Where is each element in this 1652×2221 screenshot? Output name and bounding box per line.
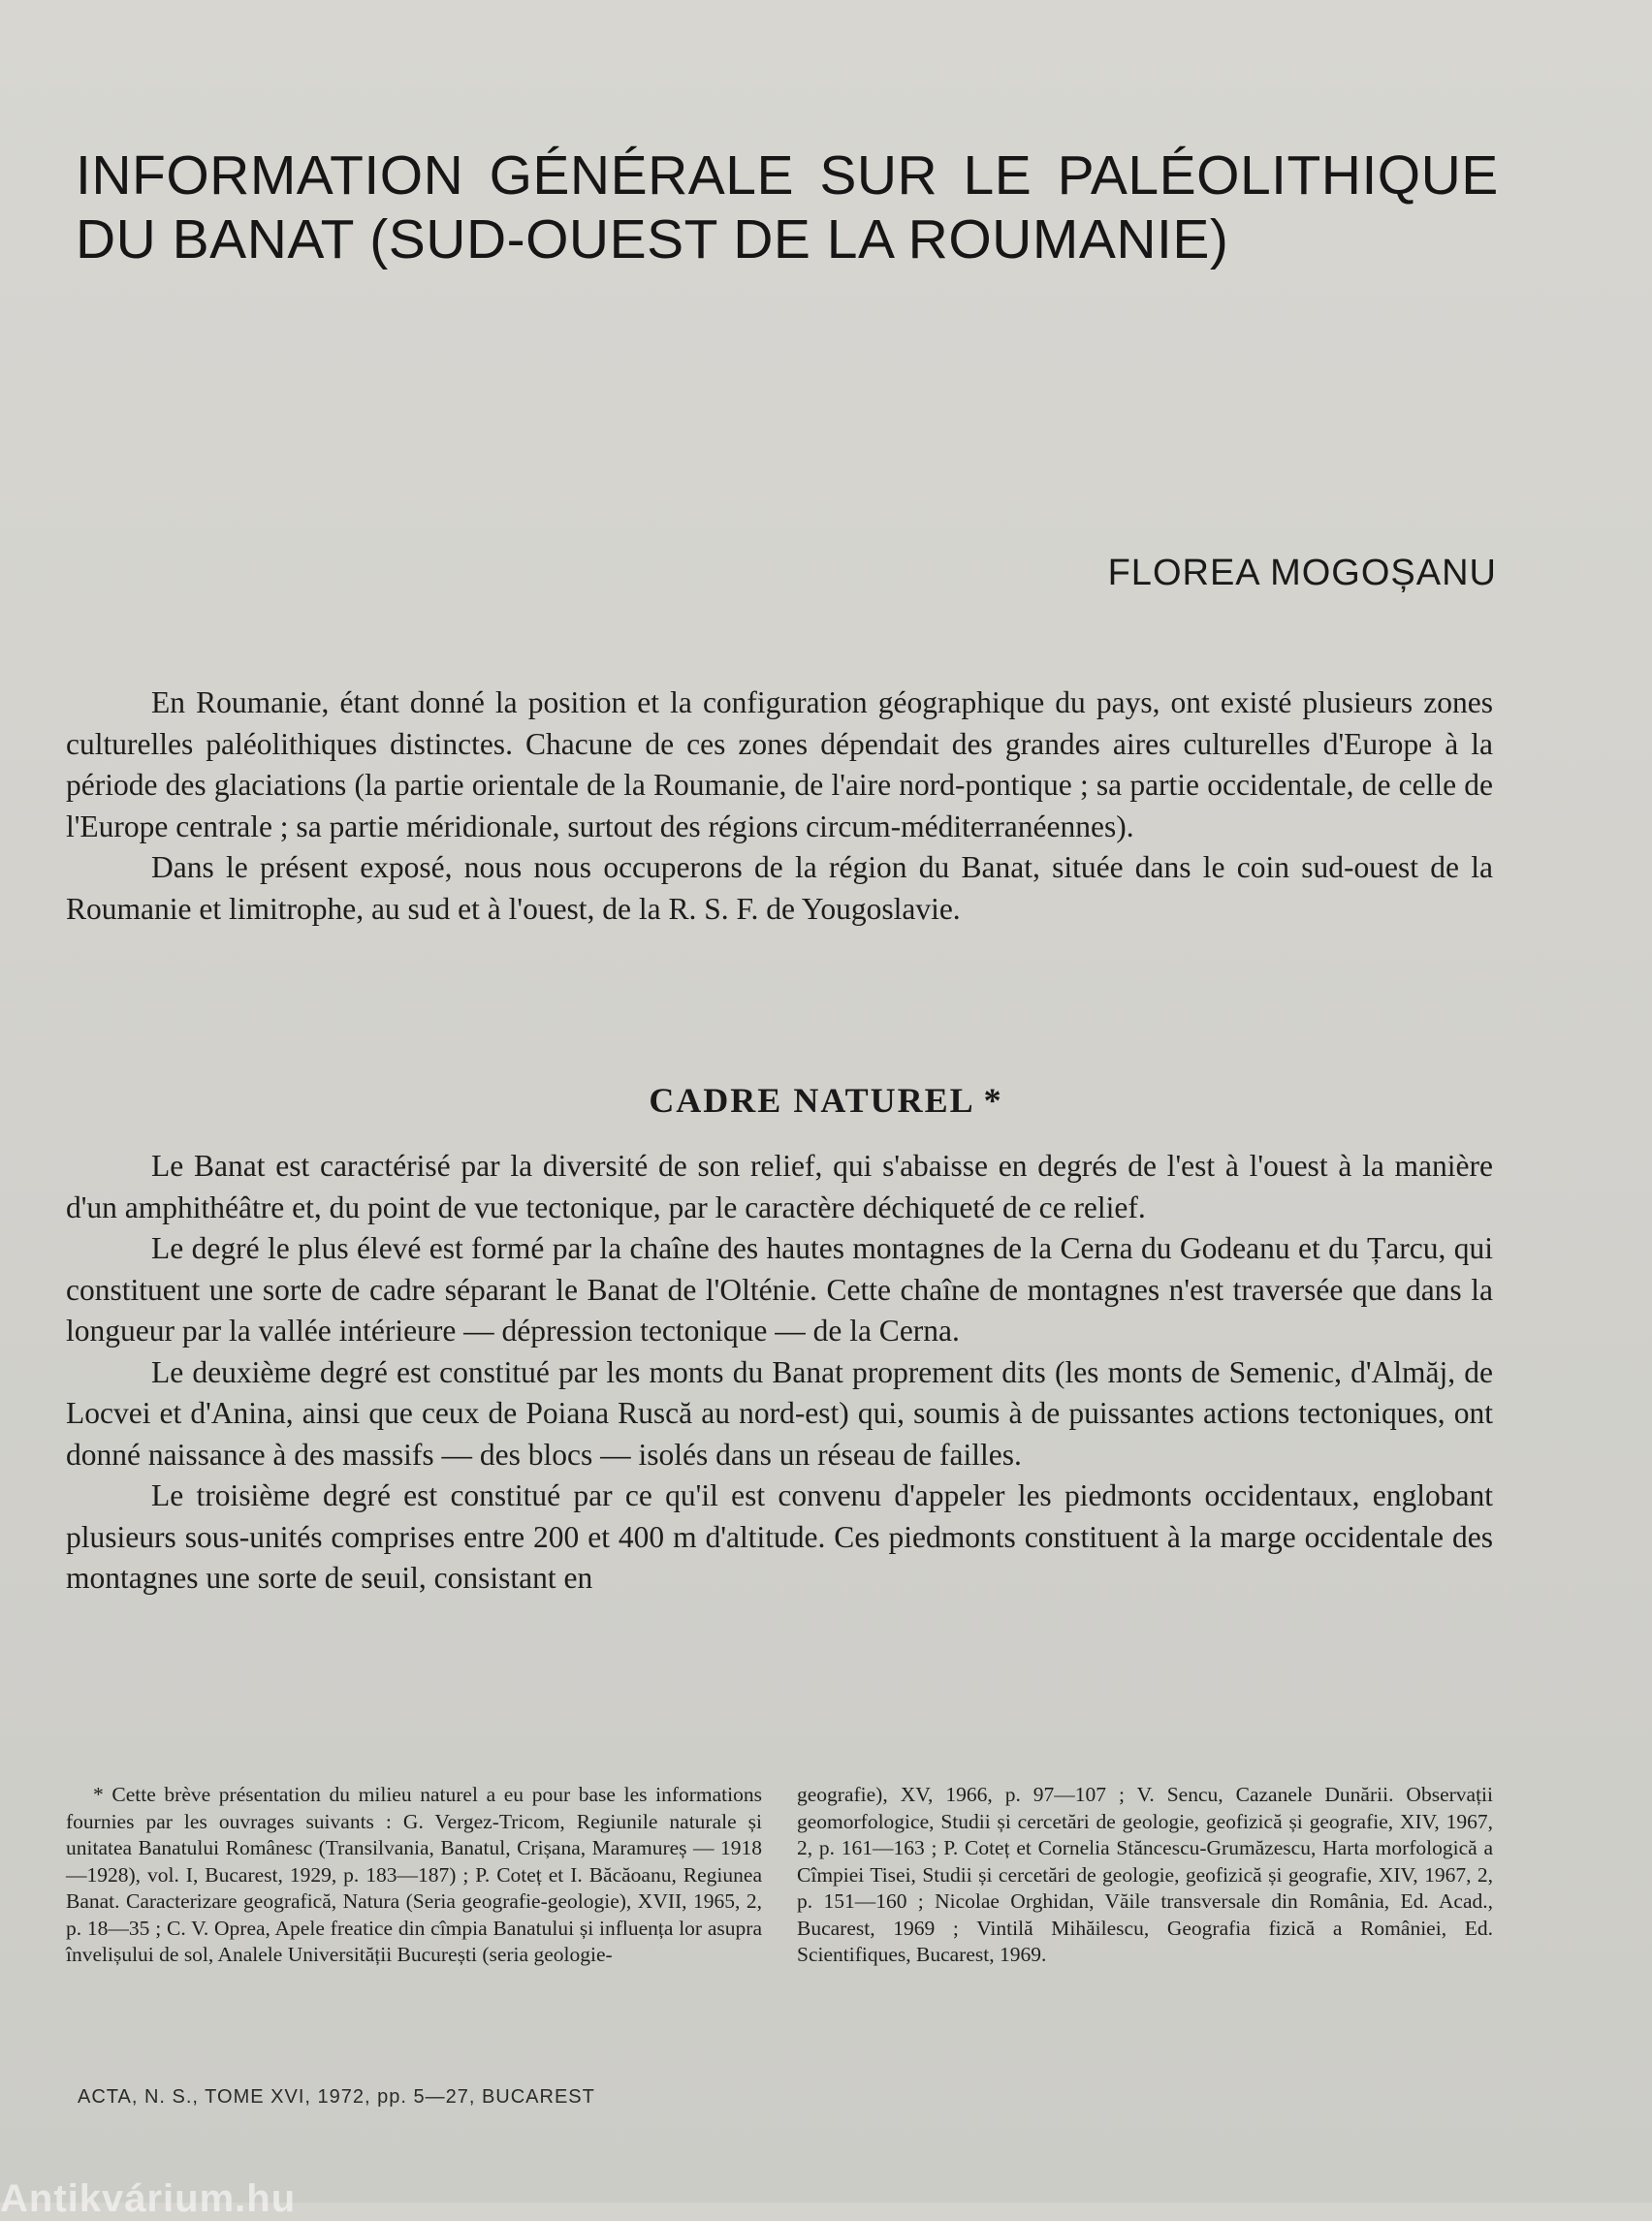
section-paragraph-1: Le Banat est caractérisé par la diversité de son relief, qui s'abaisse en degrés de l'est à l'ouest à la manière d'un amphithéâtre et, du point de vue tectonique, par le caractère déchiqueté de ce relief. [66, 1149, 1493, 1224]
section-body [66, 1146, 1493, 1600]
section-paragraph-3: Le deuxième degré est constitué par les monts du Banat proprement dits (les monts de Semenic, d'Almăj, de Locvei et d'Anina, ainsi que ceux de Poiana Ruscă au nord-est) qui, soumis à de puissantes actions tectoniques, ont donné naissance à des massifs — des blocs — isolés dans un réseau de failles. [66, 1354, 1493, 1472]
title-line-1: INFORMATION GÉNÉRALE SUR LE PALÉOLITHIQUE [76, 144, 1499, 207]
author-name: FLOREA MOGOȘANU [1107, 553, 1497, 593]
section-paragraph-4: Le troisième degré est constitué par ce qu'il est convenu d'appeler les piedmonts occidentaux, englobant plusieurs sous-unités comprises entre 200 et 400 m d'altitude. Ces piedmonts constituent à la marge occidentale des montagnes une sorte de seuil, consistant en [66, 1478, 1493, 1595]
journal-footer: ACTA, N. S., TOME XVI, 1972, pp. 5—27, BUCAREST [78, 2086, 595, 2108]
section-heading: CADRE NATUREL * [649, 1080, 1003, 1120]
section-paragraph-2: Le degré le plus élevé est formé par la chaîne des hautes montagnes de la Cerna du Godeanu et du Țarcu, qui constituent une sorte de cadre séparant le Banat de l'Olténie. Cette chaîne de montagnes n'est traversée que dans la longueur par la vallée intérieure — dépression tectonique — de la Cerna. [66, 1231, 1493, 1348]
title-line-2: DU BANAT (SUD-OUEST DE LA ROUMANIE) [76, 208, 1229, 271]
footnote-block [66, 1782, 1493, 1969]
footnote-column-right: geografie), XV, 1966, p. 97—107 ; V. Sencu, Cazanele Dunării. Observații geomorfologice, Studii și cercetări de geologie, geofizică și geografie, XIV, 1967, 2, p. 161—163 ; P. Coteț et Cornelia Stăncescu-Grumăzescu, Harta morfologică a Cîmpiei Tisei, Studii și cercetări de geologie, geofizică și geografie, XIV, 1967, 2, p. 151—160 ; Nicolae Orghidan, Văile transversale din România, Ed. Acad., Bucarest, 1969 ; Vintilă Mihăilescu, Geografia fizică a României, Ed. Scientifiques, Bucarest, 1969. [797, 1783, 1493, 1966]
footnote-column-left: * Cette brève présentation du milieu naturel a eu pour base les informations fournies par les ouvrages suivants : G. Vergez-Tricom, Regiunile naturale și unitatea Banatului Românesc (Transilvania, Banatul, Crișana, Maramureș — 1918—1928), vol. I, Bucarest, 1929, p. 183—187) ; P. Coteț et I. Băcăoanu, Regiunea Banat. Caracterizare geografică, Natura (Seria geografie-geologie), XVII, 1965, 2, p. 18—35 ; C. V. Oprea, Apele freatice din cîmpia Banatului și influența lor asupra învelișului de sol, Analele Universității București (seria geologie- [66, 1783, 762, 1966]
article-title [76, 143, 1510, 271]
watermark: Antikvárium.hu [0, 2177, 297, 2220]
intro-paragraph-2: Dans le présent exposé, nous nous occuperons de la région du Banat, située dans le coin sud-ouest de la Roumanie et limitrophe, au sud et à l'ouest, de la R. S. F. de Yougoslavie. [66, 850, 1493, 926]
introduction [66, 682, 1493, 930]
intro-paragraph-1: En Roumanie, étant donné la position et la configuration géographique du pays, ont existé plusieurs zones culturelles paléolithiques distinctes. Chacune de ces zones dépendait des grandes aires culturelles d'Europe à la période des glaciations (la partie orientale de la Roumanie, de l'aire nord-pontique ; sa partie occidentale, de celle de l'Europe centrale ; sa partie méridionale, surtout des régions circum-méditerranéennes). [66, 685, 1493, 843]
